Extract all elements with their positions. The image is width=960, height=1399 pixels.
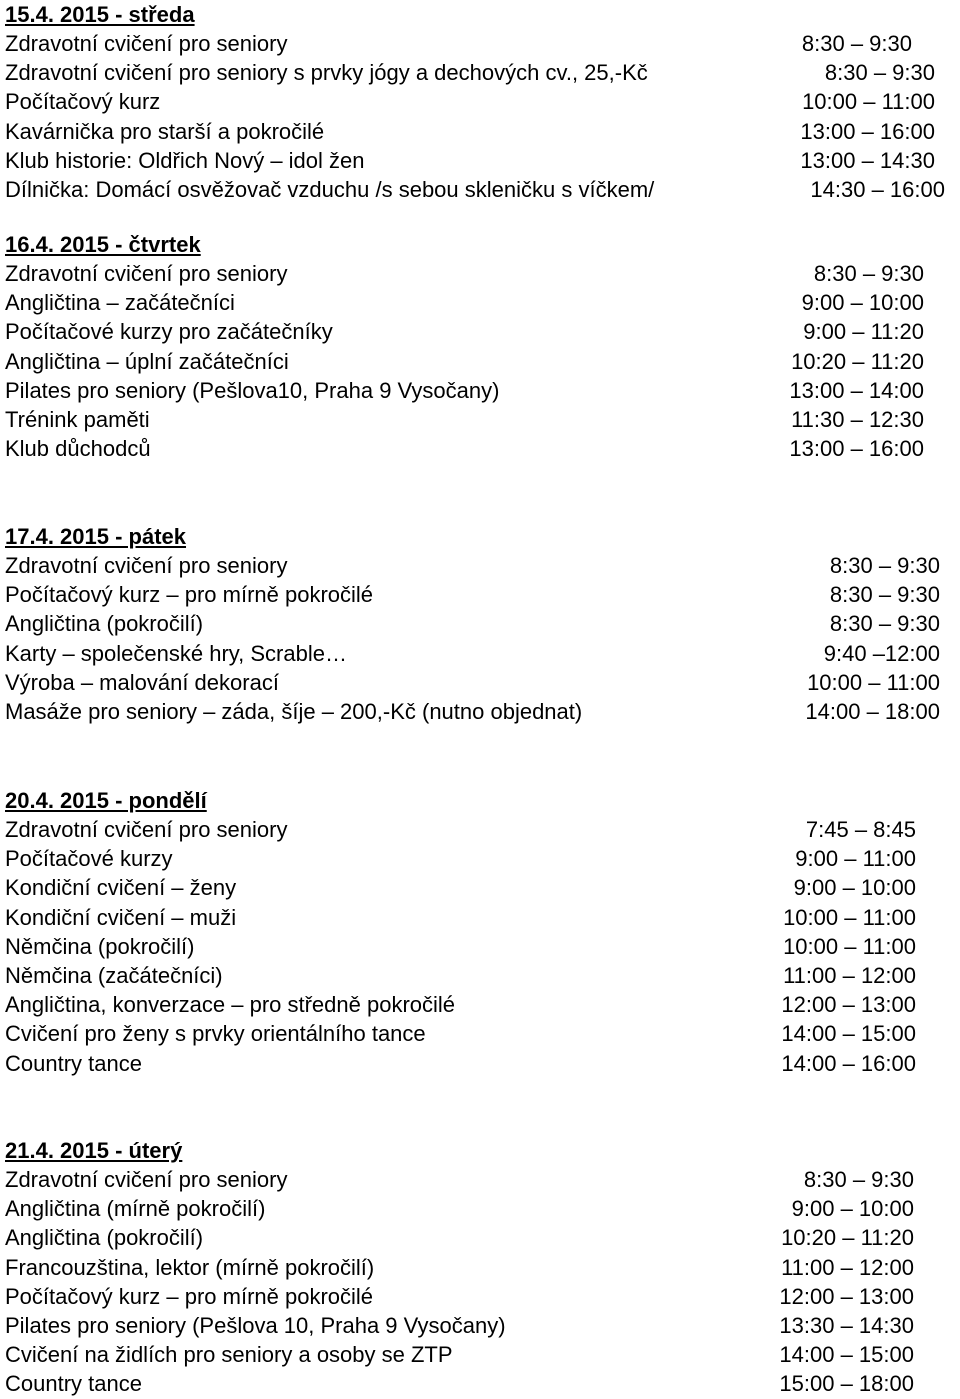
activity-name: Dílnička: Domácí osvěžovač vzduchu /s sebou skleničku s víčkem/ — [5, 176, 655, 202]
activity-name: Počítačový kurz – pro mírně pokročilé — [5, 582, 374, 608]
activity-name: Němčina (začátečníci) — [5, 962, 223, 988]
activity-time: 11:30 – 12:30 — [791, 406, 924, 432]
activity-name: Klub důchodců — [5, 436, 151, 462]
activity-time: 9:40 –12:00 — [823, 640, 940, 666]
schedule-row — [0, 1340, 960, 1369]
activity-name: Výroba – malování dekorací — [5, 669, 279, 695]
day-heading: 21.4. 2015 - úterý — [5, 1138, 183, 1163]
schedule-row — [0, 815, 960, 844]
activity-time: 10:00 – 11:00 — [802, 89, 935, 115]
activity-name: Cvičení pro ženy s prvky orientálního tance — [5, 1021, 426, 1047]
schedule-row — [0, 117, 960, 146]
schedule-row — [0, 580, 960, 609]
activity-time: 8:30 – 9:30 — [824, 60, 935, 86]
activity-name: Zdravotní cvičení pro seniory s prvky jógy a dechových cv., 25,-Kč — [5, 60, 648, 86]
activity-time: 12:00 – 13:00 — [781, 992, 916, 1018]
schedule-row — [0, 1194, 960, 1223]
activity-name: Trénink paměti — [5, 406, 150, 432]
schedule-row — [0, 1369, 960, 1398]
activity-time: 14:00 – 15:00 — [781, 1021, 916, 1047]
activity-time: 13:00 – 16:00 — [800, 118, 935, 144]
activity-name: Francouzština, lektor (mírně pokročilí) — [5, 1254, 375, 1280]
schedule-row — [0, 668, 960, 697]
schedule-row — [0, 1049, 960, 1078]
activity-time: 13:00 – 16:00 — [789, 436, 924, 462]
schedule-row — [0, 961, 960, 990]
schedule-row — [0, 1253, 960, 1282]
activity-name: Klub historie: Oldřich Nový – idol žen — [5, 147, 365, 173]
activity-name: Country tance — [5, 1371, 142, 1397]
activity-time: 14:00 – 18:00 — [805, 698, 940, 724]
activity-name: Zdravotní cvičení pro seniory — [5, 261, 288, 286]
activity-time: 11:00 – 12:00 — [783, 962, 916, 988]
schedule-row — [0, 317, 960, 346]
schedule-row — [0, 551, 960, 580]
activity-name: Cvičení na židlích pro seniory a osoby se ZTP — [5, 1342, 453, 1368]
activity-time: 10:00 – 11:00 — [807, 669, 940, 695]
activity-name: Angličtina – úplní začátečníci — [5, 348, 289, 374]
activity-name: Zdravotní cvičení pro seniory — [5, 1167, 288, 1192]
day-block-thursday — [0, 230, 960, 463]
schedule-row — [0, 146, 960, 175]
activity-name: Masáže pro seniory – záda, šíje – 200,-Kč (nutno objednat) — [5, 698, 583, 724]
schedule-row — [0, 609, 960, 638]
schedule-row — [0, 1223, 960, 1252]
activity-name: Angličtina (mírně pokročilí) — [5, 1196, 266, 1222]
activity-time: 10:00 – 11:00 — [783, 904, 916, 930]
activity-time: 7:45 – 8:45 — [805, 817, 916, 842]
activity-name: Zdravotní cvičení pro seniory — [5, 553, 288, 578]
day-heading: 20.4. 2015 - pondělí — [5, 788, 207, 813]
day-block-wednesday — [0, 0, 960, 204]
activity-time: 8:30 – 9:30 — [829, 553, 940, 578]
activity-time: 14:00 – 16:00 — [781, 1050, 916, 1076]
activity-time: 8:30 – 9:30 — [803, 1167, 914, 1192]
day-heading: 16.4. 2015 - čtvrtek — [5, 232, 201, 257]
schedule-row — [0, 434, 960, 463]
day-block-friday — [0, 522, 960, 726]
activity-time: 10:20 – 11:20 — [791, 348, 924, 374]
schedule-row — [0, 288, 960, 317]
schedule-row — [0, 87, 960, 116]
activity-time: 12:00 – 13:00 — [779, 1283, 914, 1309]
day-block-tuesday — [0, 1136, 960, 1399]
schedule-row — [0, 873, 960, 902]
schedule-row — [0, 405, 960, 434]
activity-name: Angličtina (pokročilí) — [5, 611, 204, 637]
activity-name: Kavárnička pro starší a pokročilé — [5, 118, 325, 144]
activity-name: Zdravotní cvičení pro seniory — [5, 817, 288, 842]
activity-time: 9:00 – 10:00 — [791, 1196, 914, 1222]
activity-name: Angličtina, konverzace – pro středně pokročilé — [5, 992, 456, 1018]
schedule-row — [0, 347, 960, 376]
schedule-row — [0, 1019, 960, 1048]
schedule-row — [0, 697, 960, 726]
day-heading: 15.4. 2015 - středa — [5, 2, 195, 27]
schedule-row — [0, 58, 960, 87]
activity-time: 15:00 – 18:00 — [779, 1371, 914, 1397]
activity-name: Pilates pro seniory (Pešlova 10, Praha 9 Vysočany) — [5, 1312, 506, 1338]
schedule-row — [0, 259, 960, 288]
activity-name: Němčina (pokročilí) — [5, 933, 195, 959]
schedule-row — [0, 932, 960, 961]
schedule-row — [0, 639, 960, 668]
day-heading: 17.4. 2015 - pátek — [5, 524, 187, 549]
activity-name: Angličtina (pokročilí) — [5, 1225, 204, 1251]
activity-time: 13:00 – 14:30 — [800, 147, 935, 173]
activity-time: 8:30 – 9:30 — [829, 611, 940, 637]
activity-name: Počítačový kurz — [5, 89, 161, 115]
activity-time: 9:00 – 11:20 — [803, 319, 924, 345]
activity-name: Kondiční cvičení – muži — [5, 904, 237, 930]
activity-time: 14:00 – 15:00 — [779, 1342, 914, 1368]
activity-time: 11:00 – 12:00 — [781, 1254, 914, 1280]
schedule-row — [0, 844, 960, 873]
activity-time: 10:00 – 11:00 — [783, 933, 916, 959]
schedule-row — [0, 175, 960, 204]
activity-name: Pilates pro seniory (Pešlova10, Praha 9 Vysočany) — [5, 377, 500, 403]
activity-name: Country tance — [5, 1050, 142, 1076]
schedule-row — [0, 990, 960, 1019]
activity-name: Počítačový kurz – pro mírně pokročilé — [5, 1283, 374, 1309]
activity-name: Karty – společenské hry, Scrable… — [5, 640, 347, 666]
day-block-monday — [0, 786, 960, 1078]
activity-time: 13:30 – 14:30 — [779, 1312, 914, 1338]
schedule-row — [0, 29, 960, 58]
activity-name: Angličtina – začátečníci — [5, 290, 235, 316]
activity-name: Zdravotní cvičení pro seniory — [5, 31, 288, 56]
activity-time: 14:30 – 16:00 — [810, 176, 945, 202]
activity-time: 8:30 – 9:30 — [813, 261, 924, 286]
activity-name: Počítačové kurzy — [5, 846, 173, 872]
schedule-row — [0, 903, 960, 932]
activity-name: Kondiční cvičení – ženy — [5, 875, 237, 901]
activity-time: 9:00 – 10:00 — [793, 875, 916, 901]
schedule-row — [0, 1282, 960, 1311]
activity-time: 13:00 – 14:00 — [789, 377, 924, 403]
activity-time: 8:30 – 9:30 — [801, 31, 912, 56]
activity-time: 10:20 – 11:20 — [781, 1225, 914, 1251]
schedule-row — [0, 1165, 960, 1194]
schedule-row — [0, 1311, 960, 1340]
activity-name: Počítačové kurzy pro začátečníky — [5, 319, 333, 345]
schedule-row — [0, 376, 960, 405]
activity-time: 8:30 – 9:30 — [829, 582, 940, 608]
activity-time: 9:00 – 11:00 — [795, 846, 916, 872]
activity-time: 9:00 – 10:00 — [801, 290, 924, 316]
